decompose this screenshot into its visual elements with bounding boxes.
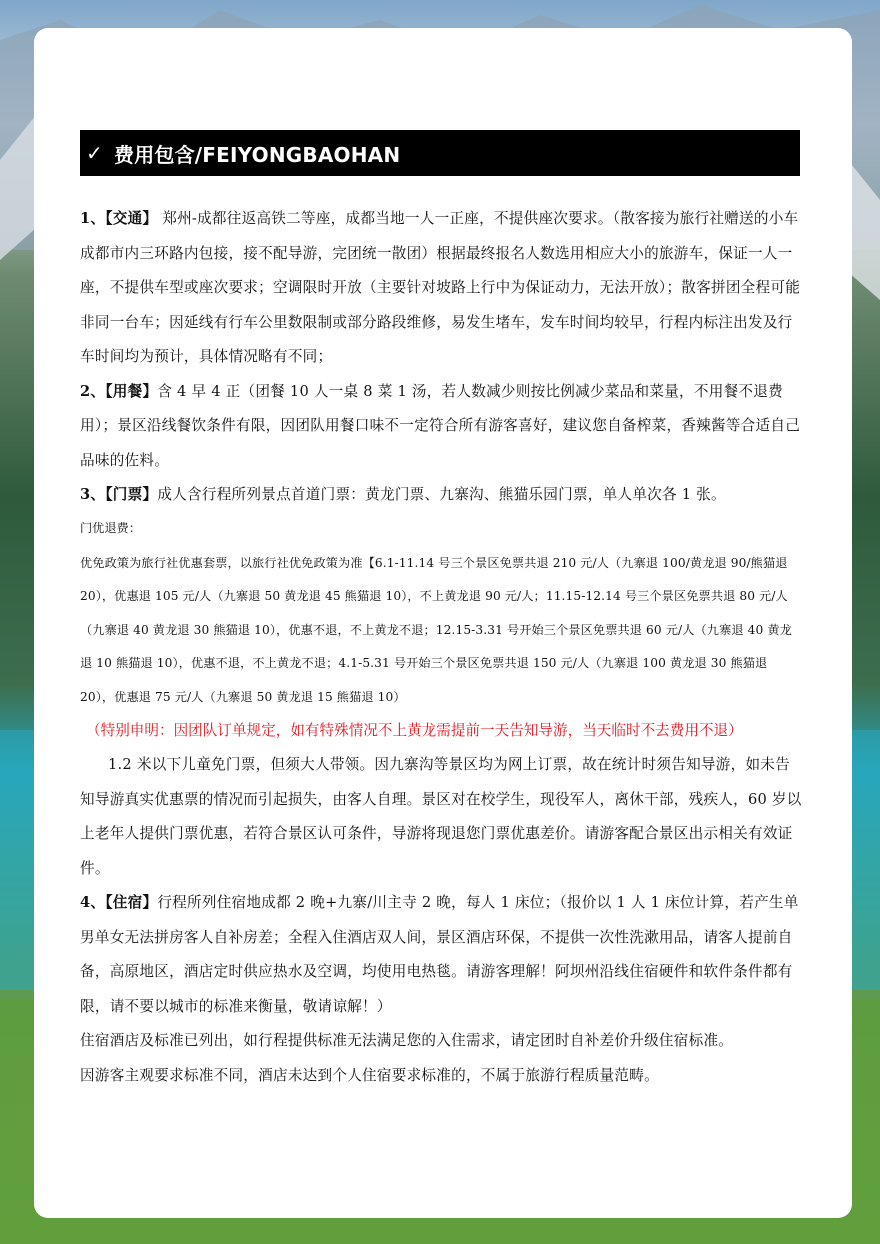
item-number: 4、 <box>80 894 106 911</box>
refund-policy-text: 优免政策为旅行社优惠套票，以旅行社优免政策为准【6.1-11.14 号三个景区免票共退 210 元/人（九寨退 100/黄龙退 90/熊猫退 20），优惠退 105 元/人（九寨退 50 黄龙退 45 熊猫退 10），不上黄龙退 90 元/人；11.15-12.14 号三个景区免票共退 80 元/人（九寨退 40 黄龙退 30 熊猫退 10），优惠不退，不上黄龙不退；12.15-3.31 号开始三个景区免票共退 60 元/人（九寨退 40 黄龙退 10 熊猫退 10），优惠不退，不上黄龙不退；4.1-5.31 号开始三个景区免票共退 150 元/人（九寨退 100 黄龙退 30 熊猫退 20），优惠退 75 元/人（九寨退 50 黄龙退 15 熊猫退 10） <box>80 555 792 704</box>
item-label: 【门票】 <box>105 486 158 503</box>
item-number: 3、 <box>80 486 106 503</box>
refund-heading: 门优退费： <box>80 520 141 535</box>
item-label: 【住宿】 <box>105 894 158 911</box>
item-transport <box>80 202 802 375</box>
item-label: 【交通】 <box>105 210 158 227</box>
section-header <box>80 130 800 176</box>
children-ticket-text: 1.2 米以下儿童免门票，但须大人带领。因九寨沟等景区均为网上订票，故在统计时须告知导游，如未告知导游真实优惠票的情况而引起损失，由客人自理。景区对在校学生，现役军人，离休干部，残疾人，60 岁以上老年人提供门票优惠，若符合景区认可条件，导游将现退您门票优惠差价。请游客配合景区出示相关有效证件。 <box>80 756 802 877</box>
check-icon: ✓ <box>86 141 103 165</box>
item-text: 含 4 早 4 正（团餐 10 人一桌 8 菜 1 汤，若人数减少则按比例减少菜品和菜量，不用餐不退费用）；景区沿线餐饮条件有限，因团队用餐口味不一定符合所有游客喜好，建议您自备榨菜，香辣酱等合适自己品味的佐料。 <box>80 382 801 469</box>
item-tickets <box>80 478 802 513</box>
item-text: 行程所列住宿地成都 2 晚+九寨/川主寺 2 晚，每人 1 床位；（报价以 1 人 1 床位计算，若产生单男单女无法拼房客人自补房差；全程入住酒店双人间，景区酒店环保，不提供一次性洗漱用品，请客人提前自备，高原地区，酒店定时供应热水及空调，均使用电热毯。请游客理解！阿坝州沿线住宿硬件和软件条件都有限，请不要以城市的标准来衡量，敬请谅解！） <box>80 894 799 1015</box>
item-lodging <box>80 886 802 1024</box>
section-title: 费用包含/FEIYONGBAOHAN <box>114 142 401 167</box>
item-meals <box>80 375 802 479</box>
item-text: 郑州-成都往返高铁二等座，成都当地一人一正座，不提供座次要求。（散客接为旅行社赠送的小车成都市内三环路内包接，接不配导游，完团统一散团）根据最终报名人数选用相应大小的旅游车，保证一人一座，不提供车型或座次要求；空调限时开放（主要针对坡路上行中为保证动力，无法开放）；散客拼团全程可能非同一台车；因延线有行车公里数限制或部分路段维修，易发生堵车，发车时间均较早，行程内标注出发及行车时间均为预计，具体情况略有不同； <box>80 210 801 365</box>
special-notice: （特别申明：因团队订单规定，如有特殊情况不上黄龙需提前一天告知导游，当天临时不去费用不退） <box>86 722 743 739</box>
item-text: 成人含行程所列景点首道门票：黄龙门票、九寨沟、熊猫乐园门票，单人单次各 1 张。 <box>157 486 726 503</box>
fee-content <box>80 202 802 1093</box>
item-number: 2、 <box>80 382 106 400</box>
lodging-note-2: 因游客主观要求标准不同，酒店未达到个人住宿要求标准的，不属于旅游行程质量范畴。 <box>80 1066 659 1084</box>
item-number: 1、 <box>80 210 106 227</box>
lodging-note-1: 住宿酒店及标准已列出，如行程提供标准无法满足您的入住需求，请定团时自补差价升级住宿标准。 <box>80 1032 734 1049</box>
item-label: 【用餐】 <box>105 382 158 400</box>
